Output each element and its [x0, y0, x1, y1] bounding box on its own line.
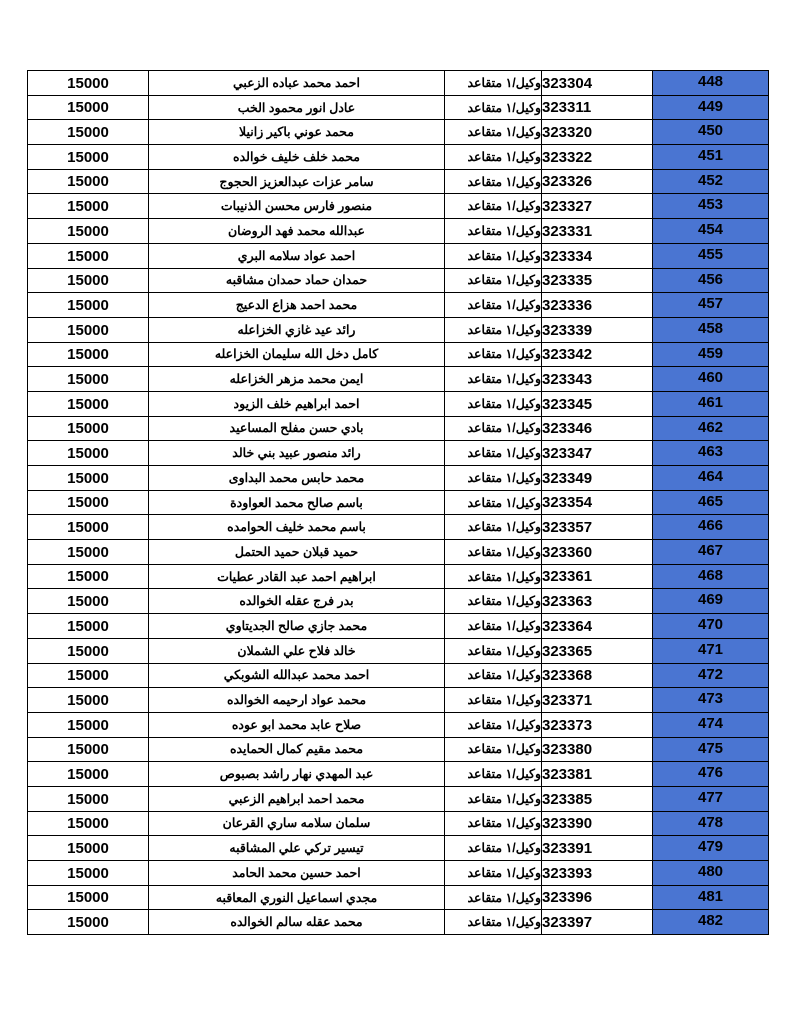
cell-amount: 15000 [28, 145, 149, 170]
cell-name: محمد حابس محمد البداوى [149, 466, 445, 491]
table-row [28, 910, 769, 935]
cell-id: 323331 [542, 219, 653, 244]
table-row [28, 71, 769, 96]
cell-amount: 15000 [28, 194, 149, 219]
cell-id: 323354 [542, 490, 653, 515]
cell-amount: 15000 [28, 540, 149, 565]
table-row [28, 836, 769, 861]
cell-name: احمد محمد عباده الزعبي [149, 71, 445, 96]
table-row [28, 194, 769, 219]
cell-id: 323335 [542, 268, 653, 293]
cell-id: 323365 [542, 638, 653, 663]
cell-amount: 15000 [28, 342, 149, 367]
table-row [28, 243, 769, 268]
cell-amount: 15000 [28, 317, 149, 342]
cell-seq: 452 [653, 169, 769, 194]
cell-name: عبد المهدي نهار راشد بصبوص [149, 762, 445, 787]
cell-role: وكيل/١ متقاعد [445, 614, 542, 639]
cell-amount: 15000 [28, 243, 149, 268]
cell-role: وكيل/١ متقاعد [445, 194, 542, 219]
cell-seq: 453 [653, 194, 769, 219]
cell-role: وكيل/١ متقاعد [445, 737, 542, 762]
cell-role: وكيل/١ متقاعد [445, 219, 542, 244]
table-row [28, 638, 769, 663]
beneficiaries-table [27, 70, 769, 935]
cell-seq: 469 [653, 589, 769, 614]
cell-seq: 463 [653, 441, 769, 466]
cell-id: 323390 [542, 811, 653, 836]
table-row [28, 540, 769, 565]
table-row [28, 317, 769, 342]
cell-name: ابراهيم احمد عبد القادر عطيات [149, 564, 445, 589]
cell-seq: 454 [653, 219, 769, 244]
cell-role: وكيل/١ متقاعد [445, 391, 542, 416]
cell-seq: 451 [653, 145, 769, 170]
table-row [28, 861, 769, 886]
cell-seq: 449 [653, 95, 769, 120]
cell-seq: 460 [653, 367, 769, 392]
cell-seq: 470 [653, 614, 769, 639]
cell-seq: 477 [653, 786, 769, 811]
table-row [28, 367, 769, 392]
cell-role: وكيل/١ متقاعد [445, 268, 542, 293]
table-row [28, 342, 769, 367]
cell-name: احمد محمد عبدالله الشوبكي [149, 663, 445, 688]
cell-name: محمد احمد ابراهيم الزعبي [149, 786, 445, 811]
table-row [28, 219, 769, 244]
cell-seq: 457 [653, 293, 769, 318]
cell-role: وكيل/١ متقاعد [445, 712, 542, 737]
table-body [28, 71, 769, 935]
cell-role: وكيل/١ متقاعد [445, 663, 542, 688]
cell-amount: 15000 [28, 293, 149, 318]
cell-amount: 15000 [28, 910, 149, 935]
cell-role: وكيل/١ متقاعد [445, 342, 542, 367]
cell-name: تيسير تركي علي المشاقبه [149, 836, 445, 861]
cell-name: حمدان حماد حمدان مشاقبه [149, 268, 445, 293]
cell-id: 323347 [542, 441, 653, 466]
cell-seq: 473 [653, 688, 769, 713]
cell-role: وكيل/١ متقاعد [445, 490, 542, 515]
cell-role: وكيل/١ متقاعد [445, 317, 542, 342]
cell-id: 323326 [542, 169, 653, 194]
cell-amount: 15000 [28, 712, 149, 737]
table-row [28, 663, 769, 688]
cell-id: 323393 [542, 861, 653, 886]
cell-name: سامر عزات عبدالعزيز الحجوج [149, 169, 445, 194]
cell-role: وكيل/١ متقاعد [445, 564, 542, 589]
table-row [28, 589, 769, 614]
cell-seq: 455 [653, 243, 769, 268]
cell-role: وكيل/١ متقاعد [445, 145, 542, 170]
cell-id: 323304 [542, 71, 653, 96]
cell-amount: 15000 [28, 861, 149, 886]
cell-id: 323334 [542, 243, 653, 268]
table-row [28, 712, 769, 737]
cell-seq: 458 [653, 317, 769, 342]
cell-id: 323361 [542, 564, 653, 589]
table-row [28, 466, 769, 491]
cell-amount: 15000 [28, 120, 149, 145]
cell-role: وكيل/١ متقاعد [445, 169, 542, 194]
cell-amount: 15000 [28, 688, 149, 713]
cell-id: 323311 [542, 95, 653, 120]
table-row [28, 391, 769, 416]
cell-seq: 456 [653, 268, 769, 293]
cell-name: مجدي اسماعيل النوري المعاقبه [149, 885, 445, 910]
cell-amount: 15000 [28, 391, 149, 416]
cell-name: ايمن محمد مزهر الخزاعله [149, 367, 445, 392]
cell-id: 323339 [542, 317, 653, 342]
cell-role: وكيل/١ متقاعد [445, 416, 542, 441]
cell-name: محمد خلف خليف خوالده [149, 145, 445, 170]
cell-seq: 481 [653, 885, 769, 910]
cell-name: خالد فلاح علي الشملان [149, 638, 445, 663]
cell-name: عبدالله محمد فهد الروضان [149, 219, 445, 244]
cell-seq: 472 [653, 663, 769, 688]
cell-role: وكيل/١ متقاعد [445, 441, 542, 466]
cell-name: بدر فرج عقله الخوالده [149, 589, 445, 614]
cell-id: 323343 [542, 367, 653, 392]
cell-amount: 15000 [28, 663, 149, 688]
cell-role: وكيل/١ متقاعد [445, 910, 542, 935]
cell-role: وكيل/١ متقاعد [445, 861, 542, 886]
cell-name: رائد عيد غازي الخزاعله [149, 317, 445, 342]
cell-seq: 462 [653, 416, 769, 441]
cell-id: 323349 [542, 466, 653, 491]
cell-name: محمد عوني باكير زانيلا [149, 120, 445, 145]
table-row [28, 268, 769, 293]
cell-role: وكيل/١ متقاعد [445, 836, 542, 861]
table-row [28, 416, 769, 441]
cell-amount: 15000 [28, 786, 149, 811]
cell-id: 323391 [542, 836, 653, 861]
table-row [28, 885, 769, 910]
cell-id: 323322 [542, 145, 653, 170]
cell-seq: 466 [653, 515, 769, 540]
cell-id: 323336 [542, 293, 653, 318]
cell-amount: 15000 [28, 268, 149, 293]
table-row [28, 120, 769, 145]
table-row [28, 441, 769, 466]
cell-role: وكيل/١ متقاعد [445, 638, 542, 663]
cell-name: محمد احمد هزاع الدعيج [149, 293, 445, 318]
table-row [28, 293, 769, 318]
cell-name: محمد عواد ارحيمه الخوالده [149, 688, 445, 713]
cell-role: وكيل/١ متقاعد [445, 515, 542, 540]
cell-role: وكيل/١ متقاعد [445, 811, 542, 836]
cell-seq: 478 [653, 811, 769, 836]
cell-role: وكيل/١ متقاعد [445, 120, 542, 145]
cell-seq: 467 [653, 540, 769, 565]
cell-amount: 15000 [28, 836, 149, 861]
cell-id: 323345 [542, 391, 653, 416]
cell-name: باسم صالح محمد العواودة [149, 490, 445, 515]
cell-name: عادل انور محمود الخب [149, 95, 445, 120]
cell-amount: 15000 [28, 515, 149, 540]
table-row [28, 145, 769, 170]
cell-role: وكيل/١ متقاعد [445, 95, 542, 120]
cell-id: 323364 [542, 614, 653, 639]
cell-role: وكيل/١ متقاعد [445, 367, 542, 392]
cell-name: رائد منصور عبيد بني خالد [149, 441, 445, 466]
cell-amount: 15000 [28, 737, 149, 762]
cell-seq: 464 [653, 466, 769, 491]
cell-role: وكيل/١ متقاعد [445, 786, 542, 811]
cell-amount: 15000 [28, 95, 149, 120]
cell-id: 323327 [542, 194, 653, 219]
cell-id: 323357 [542, 515, 653, 540]
cell-name: محمد جازي صالح الجديتاوي [149, 614, 445, 639]
cell-id: 323381 [542, 762, 653, 787]
cell-amount: 15000 [28, 885, 149, 910]
cell-id: 323396 [542, 885, 653, 910]
cell-name: باسم محمد خليف الحوامده [149, 515, 445, 540]
cell-role: وكيل/١ متقاعد [445, 688, 542, 713]
table-row [28, 564, 769, 589]
cell-id: 323320 [542, 120, 653, 145]
cell-seq: 468 [653, 564, 769, 589]
cell-seq: 459 [653, 342, 769, 367]
cell-seq: 482 [653, 910, 769, 935]
cell-id: 323342 [542, 342, 653, 367]
cell-name: صلاح عابد محمد ابو عوده [149, 712, 445, 737]
table-row [28, 737, 769, 762]
cell-amount: 15000 [28, 589, 149, 614]
cell-amount: 15000 [28, 564, 149, 589]
cell-amount: 15000 [28, 811, 149, 836]
cell-role: وكيل/١ متقاعد [445, 293, 542, 318]
cell-name: محمد عقله سالم الخوالده [149, 910, 445, 935]
cell-id: 323346 [542, 416, 653, 441]
cell-amount: 15000 [28, 71, 149, 96]
cell-role: وكيل/١ متقاعد [445, 243, 542, 268]
cell-id: 323363 [542, 589, 653, 614]
cell-seq: 476 [653, 762, 769, 787]
cell-role: وكيل/١ متقاعد [445, 540, 542, 565]
cell-amount: 15000 [28, 367, 149, 392]
cell-name: كامل دخل الله سليمان الخزاعله [149, 342, 445, 367]
cell-amount: 15000 [28, 490, 149, 515]
cell-id: 323380 [542, 737, 653, 762]
table-row [28, 811, 769, 836]
cell-id: 323360 [542, 540, 653, 565]
cell-amount: 15000 [28, 441, 149, 466]
cell-name: احمد حسين محمد الحامد [149, 861, 445, 886]
cell-name: بادي حسن مفلح المساعيد [149, 416, 445, 441]
table-row [28, 490, 769, 515]
cell-name: سلمان سلامه ساري القرعان [149, 811, 445, 836]
cell-seq: 471 [653, 638, 769, 663]
cell-name: حميد قبلان حميد الحتمل [149, 540, 445, 565]
cell-seq: 448 [653, 71, 769, 96]
cell-role: وكيل/١ متقاعد [445, 466, 542, 491]
cell-amount: 15000 [28, 614, 149, 639]
table-row [28, 786, 769, 811]
cell-seq: 475 [653, 737, 769, 762]
table-row [28, 688, 769, 713]
cell-seq: 479 [653, 836, 769, 861]
cell-role: وكيل/١ متقاعد [445, 71, 542, 96]
cell-id: 323373 [542, 712, 653, 737]
cell-role: وكيل/١ متقاعد [445, 762, 542, 787]
table-row [28, 515, 769, 540]
cell-seq: 461 [653, 391, 769, 416]
cell-name: محمد مقيم كمال الحمايده [149, 737, 445, 762]
cell-amount: 15000 [28, 169, 149, 194]
cell-id: 323371 [542, 688, 653, 713]
cell-name: منصور فارس محسن الذنيبات [149, 194, 445, 219]
cell-amount: 15000 [28, 416, 149, 441]
cell-name: احمد عواد سلامه البري [149, 243, 445, 268]
cell-amount: 15000 [28, 466, 149, 491]
cell-seq: 480 [653, 861, 769, 886]
table-row [28, 762, 769, 787]
table-row [28, 95, 769, 120]
cell-id: 323385 [542, 786, 653, 811]
cell-seq: 450 [653, 120, 769, 145]
table-row [28, 614, 769, 639]
cell-role: وكيل/١ متقاعد [445, 589, 542, 614]
cell-role: وكيل/١ متقاعد [445, 885, 542, 910]
cell-amount: 15000 [28, 762, 149, 787]
cell-seq: 474 [653, 712, 769, 737]
cell-id: 323397 [542, 910, 653, 935]
cell-id: 323368 [542, 663, 653, 688]
cell-amount: 15000 [28, 219, 149, 244]
table-row [28, 169, 769, 194]
cell-amount: 15000 [28, 638, 149, 663]
cell-seq: 465 [653, 490, 769, 515]
cell-name: احمد ابراهيم خلف الزيود [149, 391, 445, 416]
